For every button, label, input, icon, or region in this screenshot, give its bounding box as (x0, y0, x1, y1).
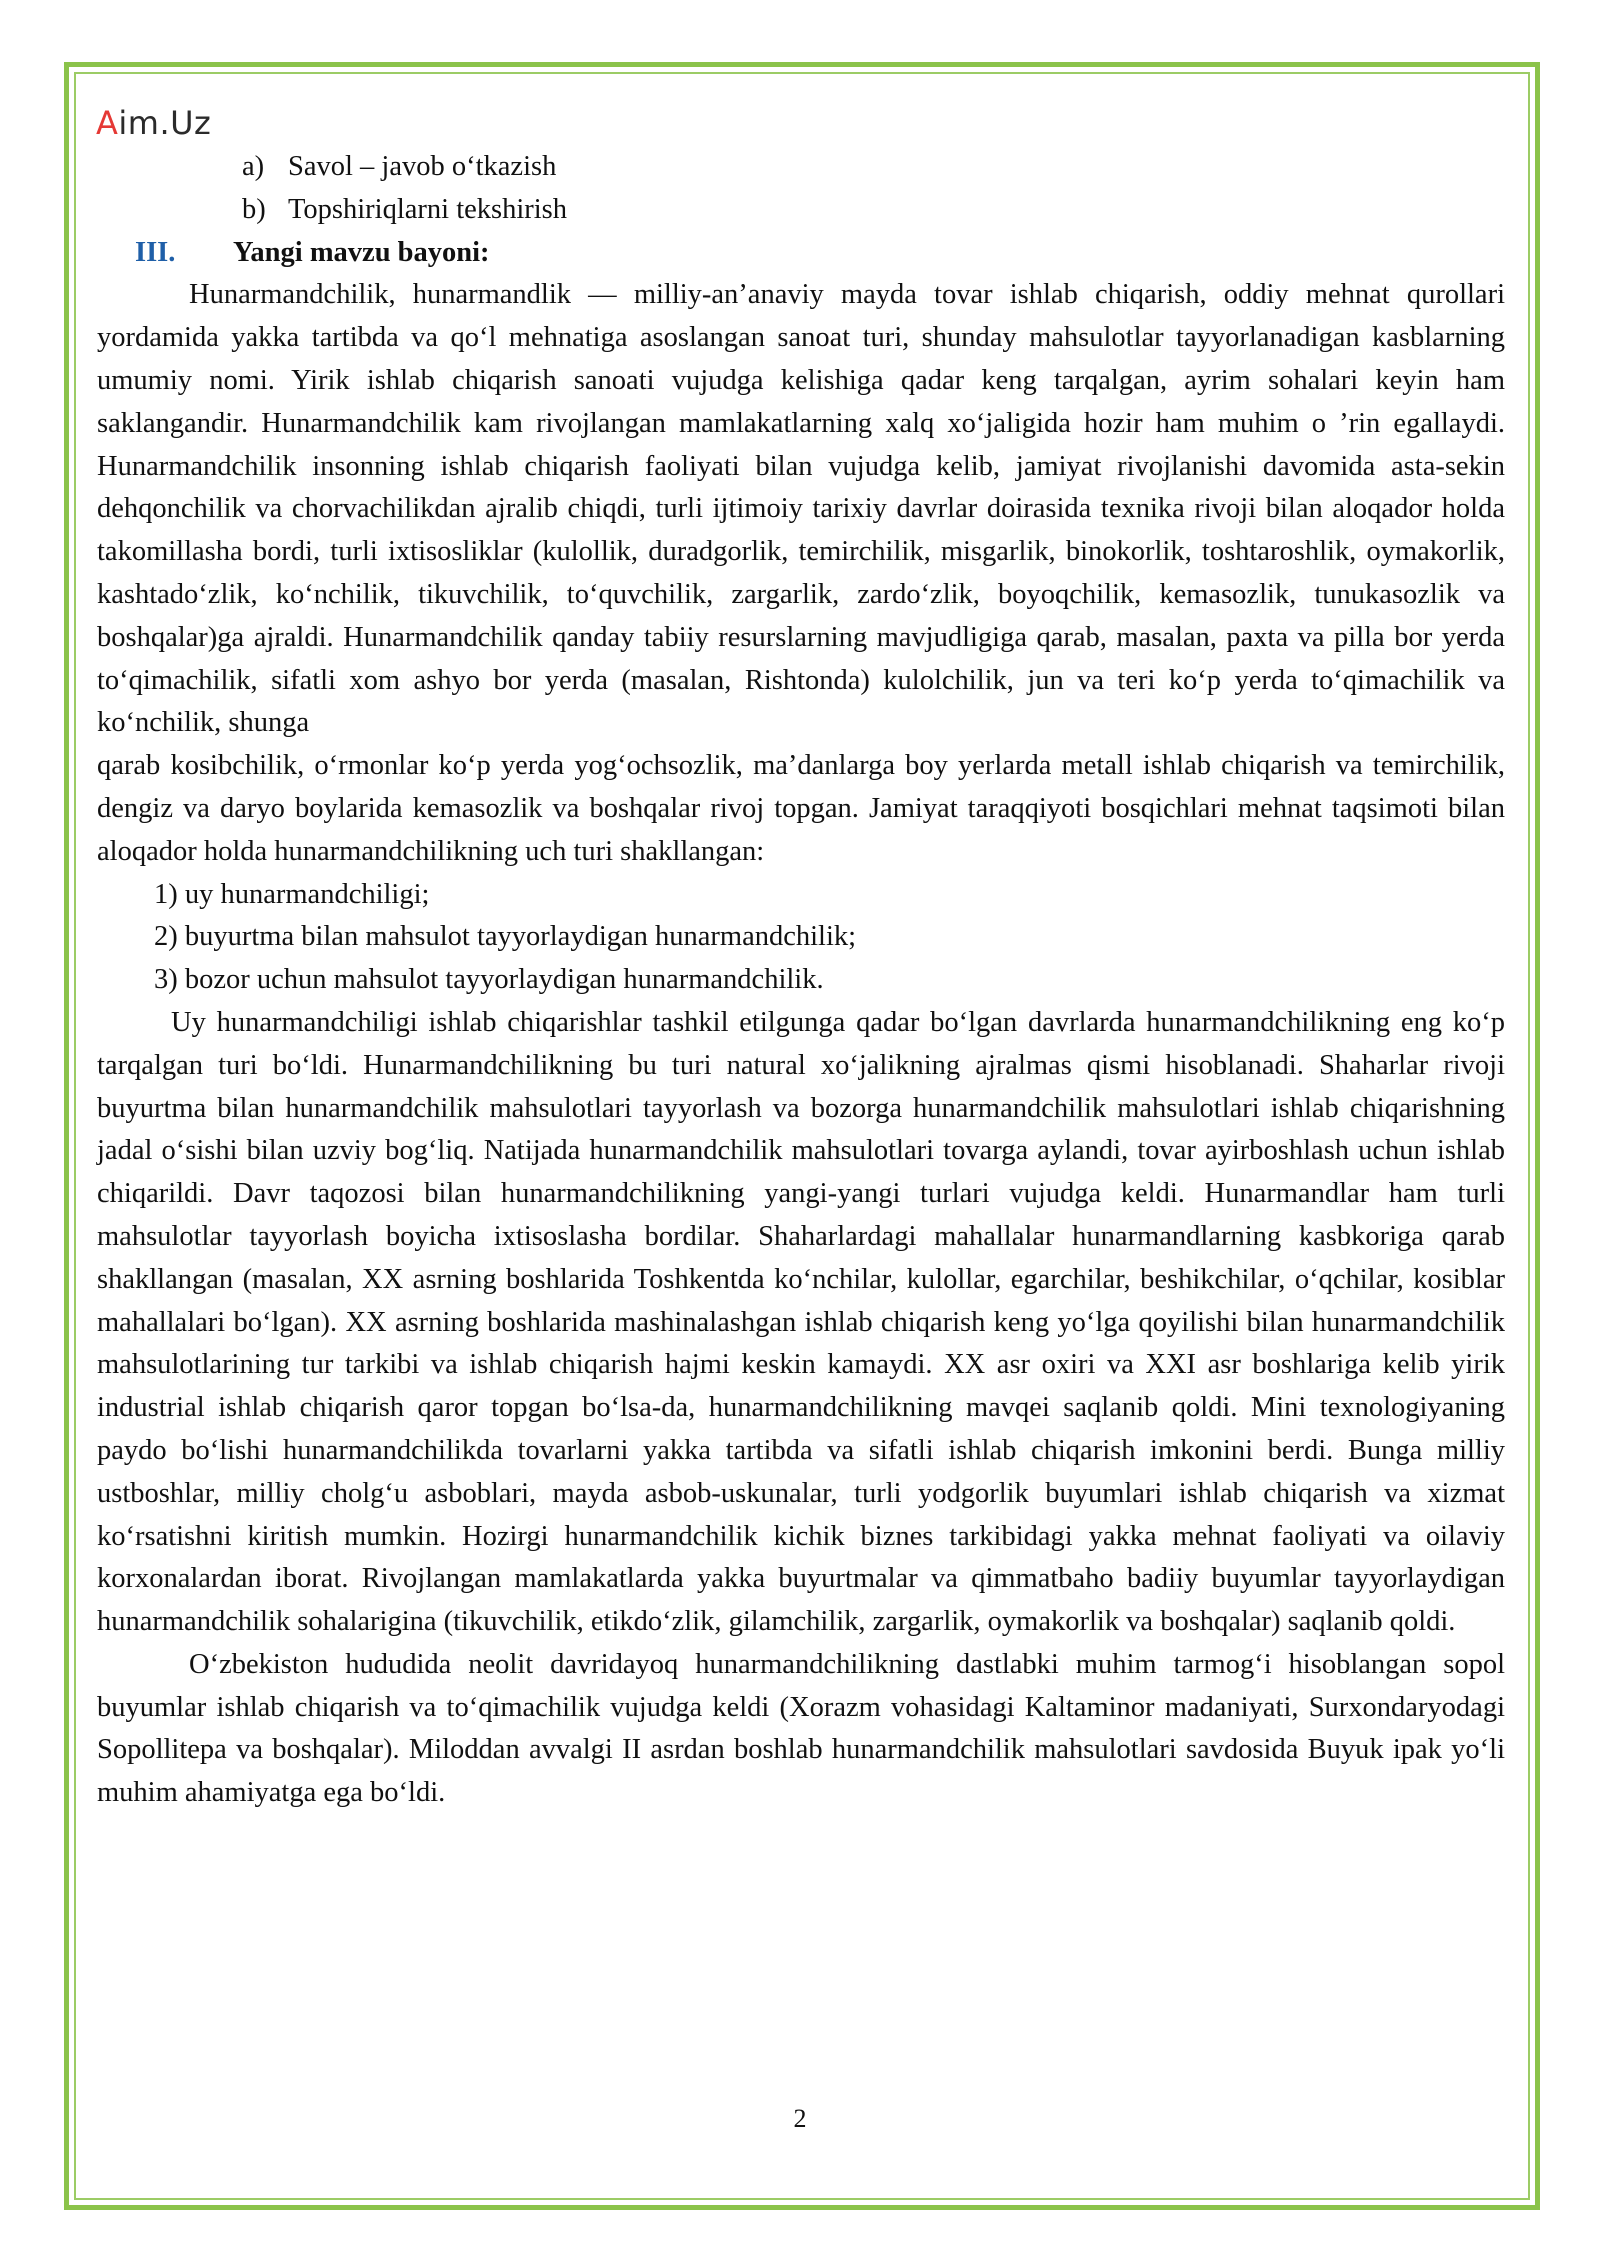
enum-item: 3) bozor uchun mahsulot tayyorlaydigan hunarmandchilik. (154, 964, 824, 996)
logo-accent-letter: A (96, 104, 119, 142)
site-logo (96, 104, 211, 142)
list-item-b (97, 189, 1505, 232)
list-item-label: b) (242, 193, 266, 225)
section-number: III. (135, 236, 176, 268)
document-body (97, 146, 1505, 1815)
list-item-label: a) (242, 151, 265, 182)
list-item-a (97, 146, 1505, 189)
paragraph-intro: Hunarmandchilik, hunarmandlik — milliy-an’anaviy mayda tovar ishlab chiqarish, oddiy mehnat qurollari yordamida yakka tartibda va qo‘l mehnatiga asoslangan sanoat turi, shunday mahsulotlar tayyorlanadigan kasblarning umumiy nomi. Yirik ishlab chiqarish sanoati vujudga kelishiga qadar keng tarqalgan, ayrim sohalari keyin ham saklangandir. Hunarmandchilik kam rivojlangan mamlakatlarning xalq xo‘jaligida hozir ham muhim o ’rin egallaydi. Hunarmandchilik insonning ishlab chiqarish faoliyati bilan vujudga kelib, jamiyat rivojlanishi davomida asta-sekin dehqonchilik va chorvachilikdan ajralib chiqdi, turli ijtimoiy tarixiy davrlar doirasida texnika rivoji bilan aloqador holda takomillasha bordi, turli ixtisosliklar (kulollik, duradgorlik, temirchilik, misgarlik, binokorlik, toshtaroshlik, oymakorlik, kashtado‘zlik, ko‘nchilik, tikuvchilik, to‘quvchilik, zargarlik, zardo‘zlik, boyoqchilik, kemasozlik, tunukasozlik va boshqalar)ga ajraldi. Hunarmandchilik qanday tabiiy resurslarning mavjudligiga qarab, masalan, paxta va pilla bor yerda to‘qimachilik, sifatli xom ashyo bor yerda (masalan, Rishtonda) kulolchilik, jun va teri ko‘p yerda to‘qimachilik va ko‘nchilik, shunga (97, 279, 1505, 739)
list-item-text: Topshiriqlarni tekshirish (288, 193, 568, 225)
enum-item: 1) uy hunarmandchiligi; (154, 878, 430, 910)
section-title: Yangi mavzu bayoni: (233, 236, 490, 268)
paragraph-uzbekistan: O‘zbekiston hududida neolit davridayoq hunarmandchilikning dastlabki muhim tarmog‘i hisoblangan sopol buyumlar ishlab chiqarish va to‘qimachilik vujudga keldi (Xorazm vohasidagi Kaltaminor madaniyati, Surxondaryodagi Sopollitepa va boshqalar). Miloddan avvalgi II asrdan boshlab hunarmandchilik mahsulotlari savdosida Buyuk ipak yo‘li muhim ahamiyatga ega bo‘ldi. (97, 1648, 1505, 1809)
list-item-text: Savol – javob o‘tkazish (288, 151, 557, 182)
paragraph-home-crafts: Uy hunarmandchiligi ishlab chiqarishlar tashkil etilgunga qadar bo‘lgan davrlarda hunarmandchilikning eng ko‘p tarqalgan turi bo‘ldi. Hunarmandchilikning bu turi natural xo‘jalikning ajralmas qismi hisoblanadi. Shaharlar rivoji buyurtma bilan hunarmandchilik mahsulotlari tayyorlash va bozorga hunarmandchilik mahsulotlari ishlab chiqarishning jadal o‘sishi bilan uzviy bog‘liq. Natijada hunarmandchilik mahsulotlari tovarga aylandi, tovar ayirboshlash uchun ishlab chiqarildi. Davr taqozosi bilan hunarmandchilikning yangi-yangi turlari vujudga keldi. Hunarmandlar ham turli mahsulotlar tayyorlash boyicha ixtisoslasha bordilar. Shaharlardagi mahallalar hunarmandlarning kasbkoriga qarab shakllangan (masalan, XX asrning boshlarida Toshkentda ko‘nchilar, kulollar, egarchilar, beshikchilar, o‘qchilar, kosiblar mahallalari bo‘lgan). XX asrning boshlarida mashinalashgan ishlab chiqarish keng yo‘lga qoyilishi bilan hunarmandchilik mahsulotlarining tur tarkibi va ishlab chiqarish hajmi keskin kamaydi. XX asr oxiri va XXI asr boshlariga kelib yirik industrial ishlab chiqarish qaror topgan bo‘lsa-da, hunarmandchilikning mavqei saqlanib qoldi. Mini texnologiyaning paydo bo‘lishi hunarmandchilikda tovarlarni yakka tartibda va sifatli ishlab chiqarish imkonini berdi. Bunga milliy ustboshlar, milliy cholg‘u asboblari, mayda asbob-uskunalar, turli yodgorlik buyumlari ishlab chiqarish va xizmat ko‘rsatishni kiritish mumkin. Hozirgi hunarmandchilik kichik biznes tarkibidagi yakka mehnat faoliyati va oilaviy korxonalardan iborat. Rivojlangan mamlakatlarda yakka buyurtmalar va qimmatbaho badiiy buyumlar tayyorlaydigan hunarmandchilik sohalarigina (tikuvchilik, etikdo‘zlik, gilamchilik, zargarlik, oymakorlik va boshqalar) saqlanib qoldi. (97, 1006, 1505, 1638)
page-number: 2 (793, 2104, 807, 2133)
section-heading (97, 232, 1505, 275)
enum-item: 2) buyurtma bilan mahsulot tayyorlaydigan hunarmandchilik; (154, 921, 857, 953)
paragraph-continuation: qarab kosibchilik, o‘rmonlar ko‘p yerda yog‘ochsozlik, ma’danlarga boy yerlarda metall ishlab chiqarish va temirchilik, dengiz va daryo boylarida kemasozlik va boshqalar rivoj topgan. Jamiyat taraqqiyoti bosqichlari mehnat taqsimoti bilan aloqador holda hunarmandchilikning uch turi shakllangan: (97, 750, 1505, 867)
logo-text: im.Uz (118, 104, 212, 142)
